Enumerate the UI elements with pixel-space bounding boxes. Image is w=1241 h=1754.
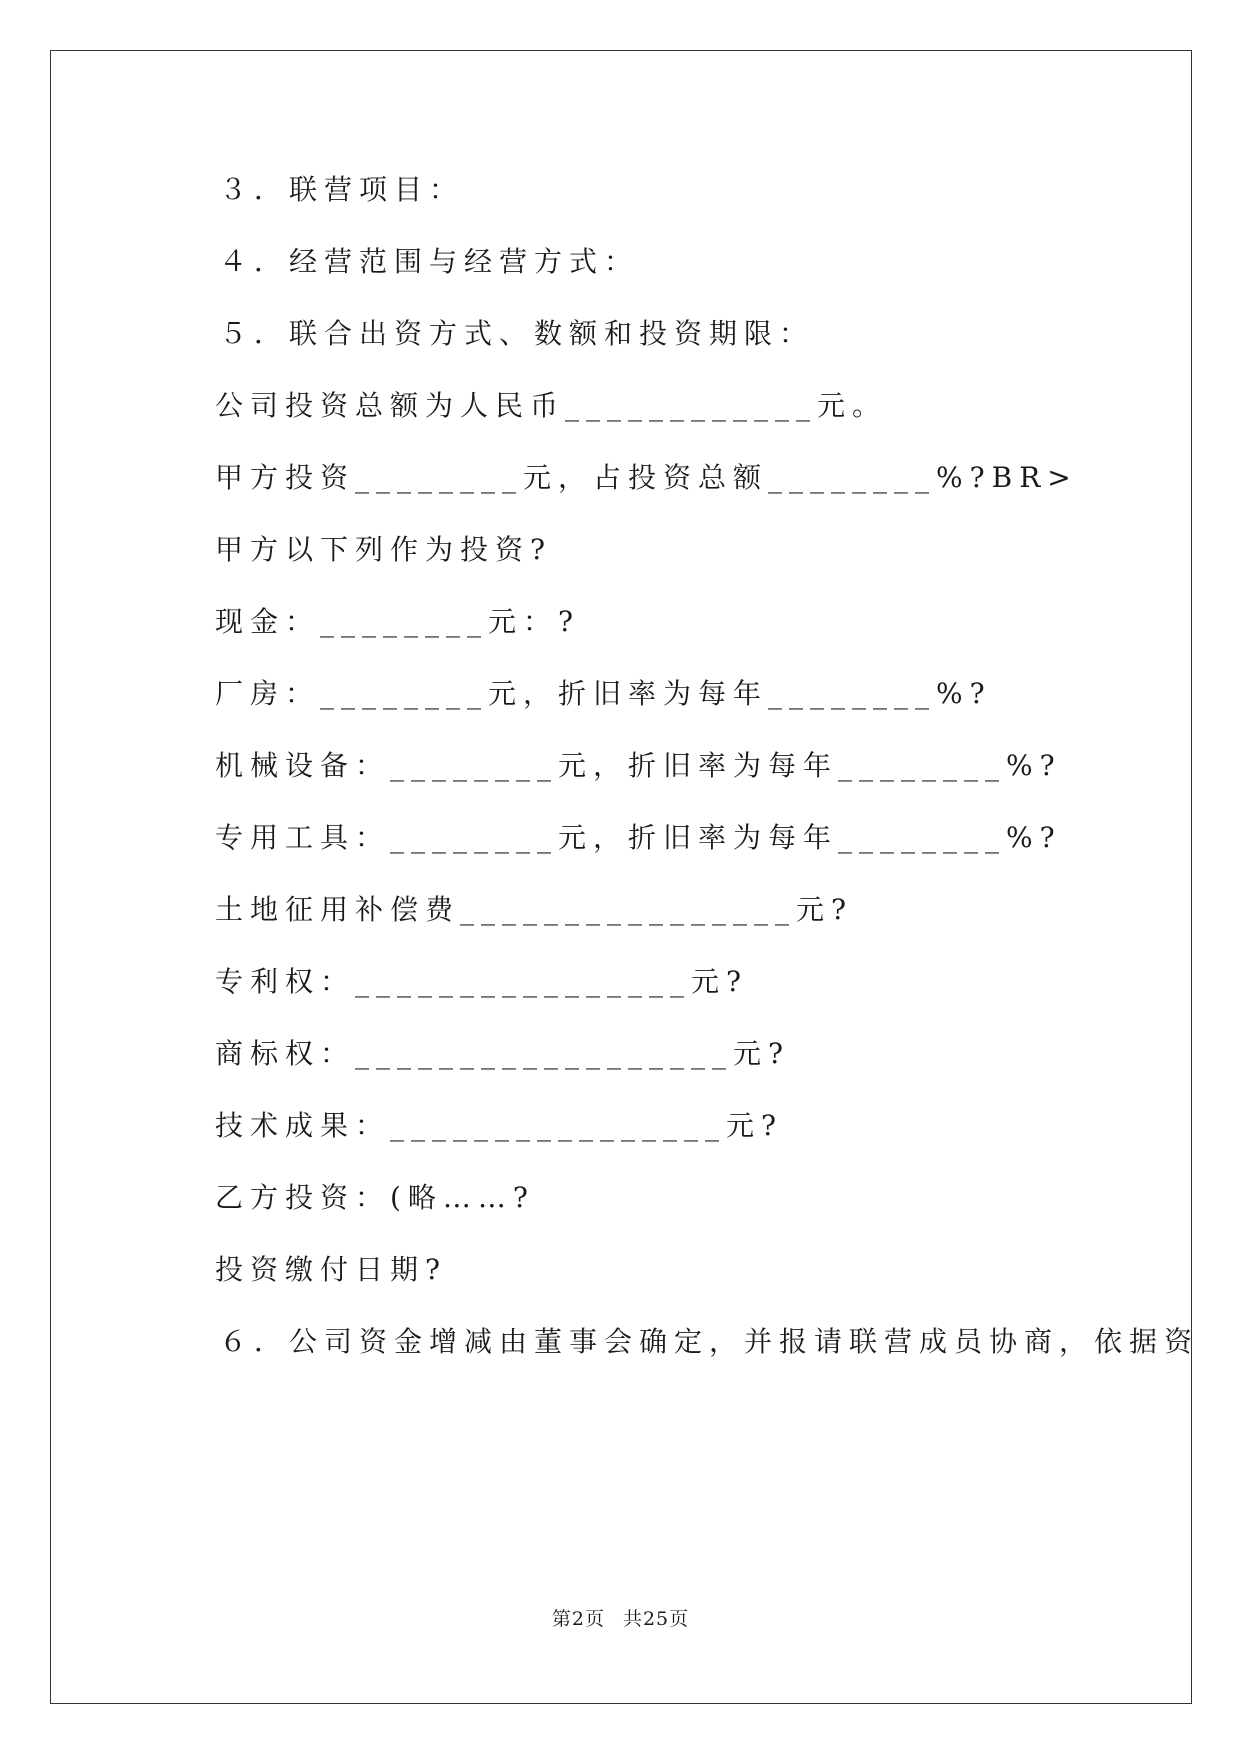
party-a-items-intro: 甲方以下列作为投资? xyxy=(215,533,553,566)
page-frame xyxy=(50,50,1192,1704)
page-footer xyxy=(0,1604,1241,1631)
machinery-line: 机械设备：________元，折旧率为每年________%? xyxy=(215,749,1062,782)
section-4-heading: ４．经营范围与经营方式： xyxy=(219,245,640,278)
trademark-line: 商标权：__________________元? xyxy=(215,1037,791,1070)
technology-line: 技术成果：________________元? xyxy=(215,1109,784,1142)
party-b-investment-line: 乙方投资：(略……? xyxy=(215,1181,535,1214)
section-6-paragraph: ６．公司资金增减由董事会确定，并报请联营成员协商，依据资 xyxy=(219,1325,1200,1358)
factory-line: 厂房：________元，折旧率为每年________%? xyxy=(215,677,992,710)
party-a-investment-line: 甲方投资________元，占投资总额________%?BR> xyxy=(215,461,1078,494)
land-compensation-line: 土地征用补偿费________________元? xyxy=(215,893,854,926)
total-investment-line: 公司投资总额为人民币____________元。 xyxy=(215,389,888,422)
page-total: 共25页 xyxy=(622,1608,690,1630)
section-3-heading: ３．联营项目： xyxy=(219,173,465,206)
page-number: 第2页 xyxy=(551,1608,605,1630)
patent-line: 专利权：________________元? xyxy=(215,965,749,998)
cash-line: 现金：________元：? xyxy=(215,605,581,638)
special-tools-line: 专用工具：________元，折旧率为每年________%? xyxy=(215,821,1062,854)
section-5-heading: ５．联合出资方式、数额和投资期限： xyxy=(219,317,815,350)
payment-date-line: 投资缴付日期? xyxy=(215,1253,448,1286)
